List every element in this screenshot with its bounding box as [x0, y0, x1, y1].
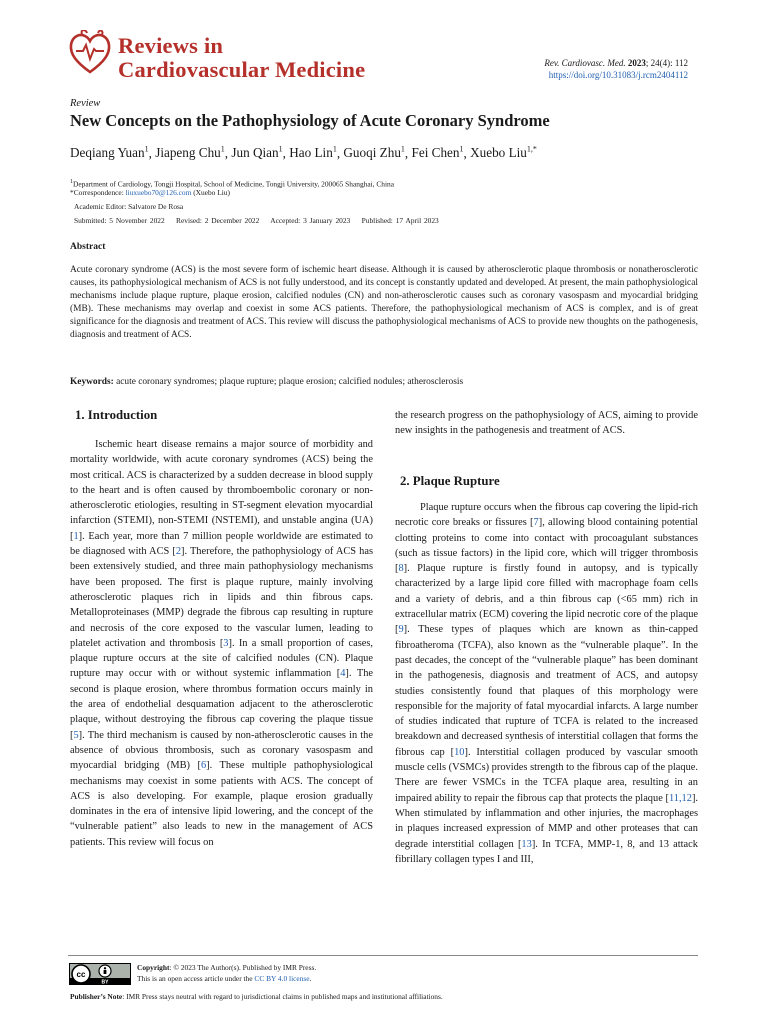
citation-link[interactable]: 11,12 [668, 792, 692, 804]
author-name: Jun Qian$^1$ [231, 145, 283, 161]
doi-link[interactable]: https://doi.org/10.31083/j.rcm2404112 [548, 70, 688, 80]
correspondence: *Correspondence: liuxuebo70@126.com (Xuebo Liu) [70, 188, 230, 197]
author-list: Deqiang Yuan$^1$, Jiapeng Chu$^1$, Jun Qian$^1$, Hao Lin$^1$, Guoqi Zhu$^1$, Fei Chen$^1$, Xuebo Liu$^{1,*}$ [70, 145, 537, 161]
publisher-note-text: : IMR Press stays neutral with regard to jurisdictional claims in published maps and institutional affiliations. [122, 992, 443, 1001]
article-dates [74, 216, 694, 226]
svg-text:BY: BY [101, 979, 109, 985]
date-submitted: Submitted: 5 November 2022 [74, 216, 165, 225]
citation-year: 2023 [627, 58, 646, 68]
journal-name-line1: Reviews in [118, 33, 224, 58]
article-type: Review [70, 98, 101, 109]
citation-journal: Rev. Cardiovasc. Med. [544, 58, 626, 68]
section-heading-introduction: 1. Introduction [75, 408, 158, 422]
abstract-text: Acute coronary syndrome (ACS) is the most severe form of ischemic heart disease. Although it is caused by atherosclerotic plaque thrombosis or nonatherosclerotic causes, its pathophysiological mechanism of ACS is not fully understood, and its concept is constantly updated and developed. At present, the main pathophysiological mechanisms include plaque rupture, plaque erosion, calcified nodules (CN) and non-atherosclerotic causes such as coronary vasospasm and myocardial bridging (MB). These mechanisms may overlap and coexist in some ACS patients. Therefore, the pathophysiological mechanism of ACS is complex, and is of great significance for the diagnosis and treatment of ACS. This review will discuss the pathophysiological mechanisms of ACS to provide new thoughts on the pathogenesis, diagnosis and treatment of ACS. [70, 265, 698, 341]
citation-link[interactable]: 9 [398, 624, 404, 636]
publisher-note [70, 992, 443, 1001]
copyright-block: Copyright: © 2023 The Author(s). Published by IMR Press. This is an open access article under the CC BY 4.0 license. [137, 963, 317, 983]
journal-name-line2: Cardiovascular Medicine [118, 57, 366, 82]
introduction-continuation-text: the research progress on the pathophysiology of ACS, aiming to provide new insights in the pathogenesis and treatment of ACS. [395, 410, 698, 437]
date-revised: Revised: 2 December 2022 [176, 216, 260, 225]
keywords [70, 377, 698, 387]
author-name: Xuebo Liu$^{1,*}$ [470, 145, 537, 161]
date-published: Published: 17 April 2023 [361, 216, 439, 225]
article-title: New Concepts on the Pathophysiology of Acute Coronary Syndrome [70, 111, 550, 130]
cc-by-license-badge[interactable] [69, 963, 131, 985]
copyright-text: : © 2023 The Author(s). Published by IMR Press. [169, 963, 317, 972]
citation-link[interactable]: 13 [521, 838, 532, 850]
author-name: Guoqi Zhu$^1$ [343, 145, 405, 161]
section-heading-plaque-rupture: 2. Plaque Rupture [400, 474, 500, 488]
citation-block [544, 57, 688, 81]
heart-logo-icon [68, 30, 112, 76]
introduction-paragraph: Ischemic heart disease remains a major source of morbidity and mortality worldwide, with acute coronary syndromes (ACS) being the most critical. ACS is characterized by a sudden decrease in blood supply to the heart and is often caused by thromboembolic coronary or non-atherosclerotic etiologies, resulting in ST-segment elevation myocardial infarction (STEMI), non-STEMI (NSTEMI), and unstable angina (UA) [1]. Each year, more than 7 million people worldwide are estimated to be diagnosed with ACS [2]. Therefore, the pathophysiology of ACS has been extensively studied, and three main pathophysiology mechanisms have been proposed. The first is plaque rupture, mainly involving atherosclerotic plaques rich in lipids and thin fibrous caps. Metalloproteinases (MMP) degrade the fibrous cap resulting in rupture and necrosis of the core exposed to the vascular lumen, leading to platelet activation and thrombosis [3]. In a small proportion of cases, plaque rupture occurs at the site of calcified nodules (CN). Plaque rupture may occur with or without systemic inflammation [4]. The second is plaque erosion, where thrombus formation occurs mainly in the area of endothelial desquamation adjacent to the atherosclerotic plaque, without destroying the fibrous cap covering the plaque tissue [5]. The third mechanism is caused by non-atherosclerotic causes in the absence of obvious thrombosis, such as coronary vasospasm and myocardial bridging (MB) [6]. These multiple pathophysiological mechanisms may coexist in some patients with ACS. The concept of ACS is also developing. For example, plaque erosion gradually dominates in the era of intensive lipid lowering, and the concept of the “vulnerable patient” also leads to new in the management of ACS patients. This review will focus on [70, 439, 373, 848]
journal-name [118, 34, 365, 82]
citation-link[interactable]: 6 [200, 760, 207, 772]
copyright-label: Copyright [137, 963, 170, 972]
citation-link[interactable]: 8 [398, 563, 404, 575]
author-name: Hao Lin$^1$ [289, 145, 337, 161]
keywords-list: acute coronary syndromes; plaque rupture; plaque erosion; calcified nodules; atherosclerosis [116, 377, 464, 387]
svg-text:cc: cc [76, 970, 86, 979]
author-name: Fei Chen$^1$ [411, 145, 464, 161]
citation-link[interactable]: 4 [340, 668, 346, 680]
citation-link[interactable]: 7 [533, 517, 539, 529]
affiliation: $^1$Department of Cardiology, Tongji Hospital, School of Medicine, Tongji University, 200065 Shanghai, China [70, 179, 395, 189]
plaque-rupture-paragraph: Plaque rupture occurs when the fibrous cap covering the lipid-rich necrotic core breaks or fissures [7], allowing blood containing potential clotting proteins to come into contact with procoagulant substances (such as tissue factors) in the lipid core, which will trigger thrombosis [8]. Plaque rupture is firstly found in autopsy, and is typically characterized by a large lipid core filled with macrophage foam cells and a variety of debris, and a thin fibrous cap (<65 mm) rich in extracellular matrix (ECM) covering the lipid necrotic core of the plaque [9]. These types of plaques which are known as thin-capped fibroatheroma (TCFA), also known as the “vulnerable plaque”. In the past decades, the concept of the “vulnerable plaque” has been dominant in the pathogenesis, diagnosis and treatment of ACS, and autopsy studies consistently found that plaques of this morphology were responsible for the majority of fatal myocardial infarcts. A large number of studies indicated that rupture of TCFA is related to the increased breakdown and decreased synthesis of interstitial collagen that forms the fibrous cap [10]. Interstitial collagen produced by vascular smooth muscle cells (VSMCs) provides strength to the fibrous cap of the plaque. There are fewer VSMCs in the TCFA plaque area, resulting in an impaired ability to repair the fibrous cap that protects the plaque [11,12]. When stimulated by inflammation and other injuries, the macrophages in plaques increased expression of MMP and other proteases that can degrade interstitial collagen [13]. In TCFA, MMP-1, 8, and 13 attack fibrillary collagen types I and III, [395, 502, 699, 865]
correspondence-email[interactable]: liuxuebo70@126.com [125, 188, 192, 197]
abstract-heading: Abstract [70, 242, 106, 252]
author-name: Jiapeng Chu$^1$ [155, 145, 225, 161]
introduction-continuation [395, 408, 698, 439]
plaque-rupture-body [395, 500, 698, 867]
citation-link[interactable]: 3 [223, 637, 229, 649]
keywords-label: Keywords: [70, 377, 114, 387]
footer-divider [68, 955, 698, 956]
citation-link[interactable]: 1 [73, 530, 79, 542]
license-link[interactable]: CC BY 4.0 license [254, 974, 310, 983]
citation-issue: ; 24(4): 112 [645, 58, 688, 68]
academic-editor: Academic Editor: Salvatore De Rosa [74, 202, 184, 211]
citation-link[interactable]: 2 [175, 546, 182, 558]
publisher-note-label: Publisher’s Note [70, 992, 123, 1001]
date-accepted: Accepted: 3 January 2023 [270, 216, 351, 225]
author-name: Deqiang Yuan$^1$ [70, 145, 149, 161]
citation-link[interactable]: 5 [73, 729, 79, 741]
citation-link[interactable]: 10 [454, 746, 465, 758]
introduction-body [70, 437, 373, 850]
